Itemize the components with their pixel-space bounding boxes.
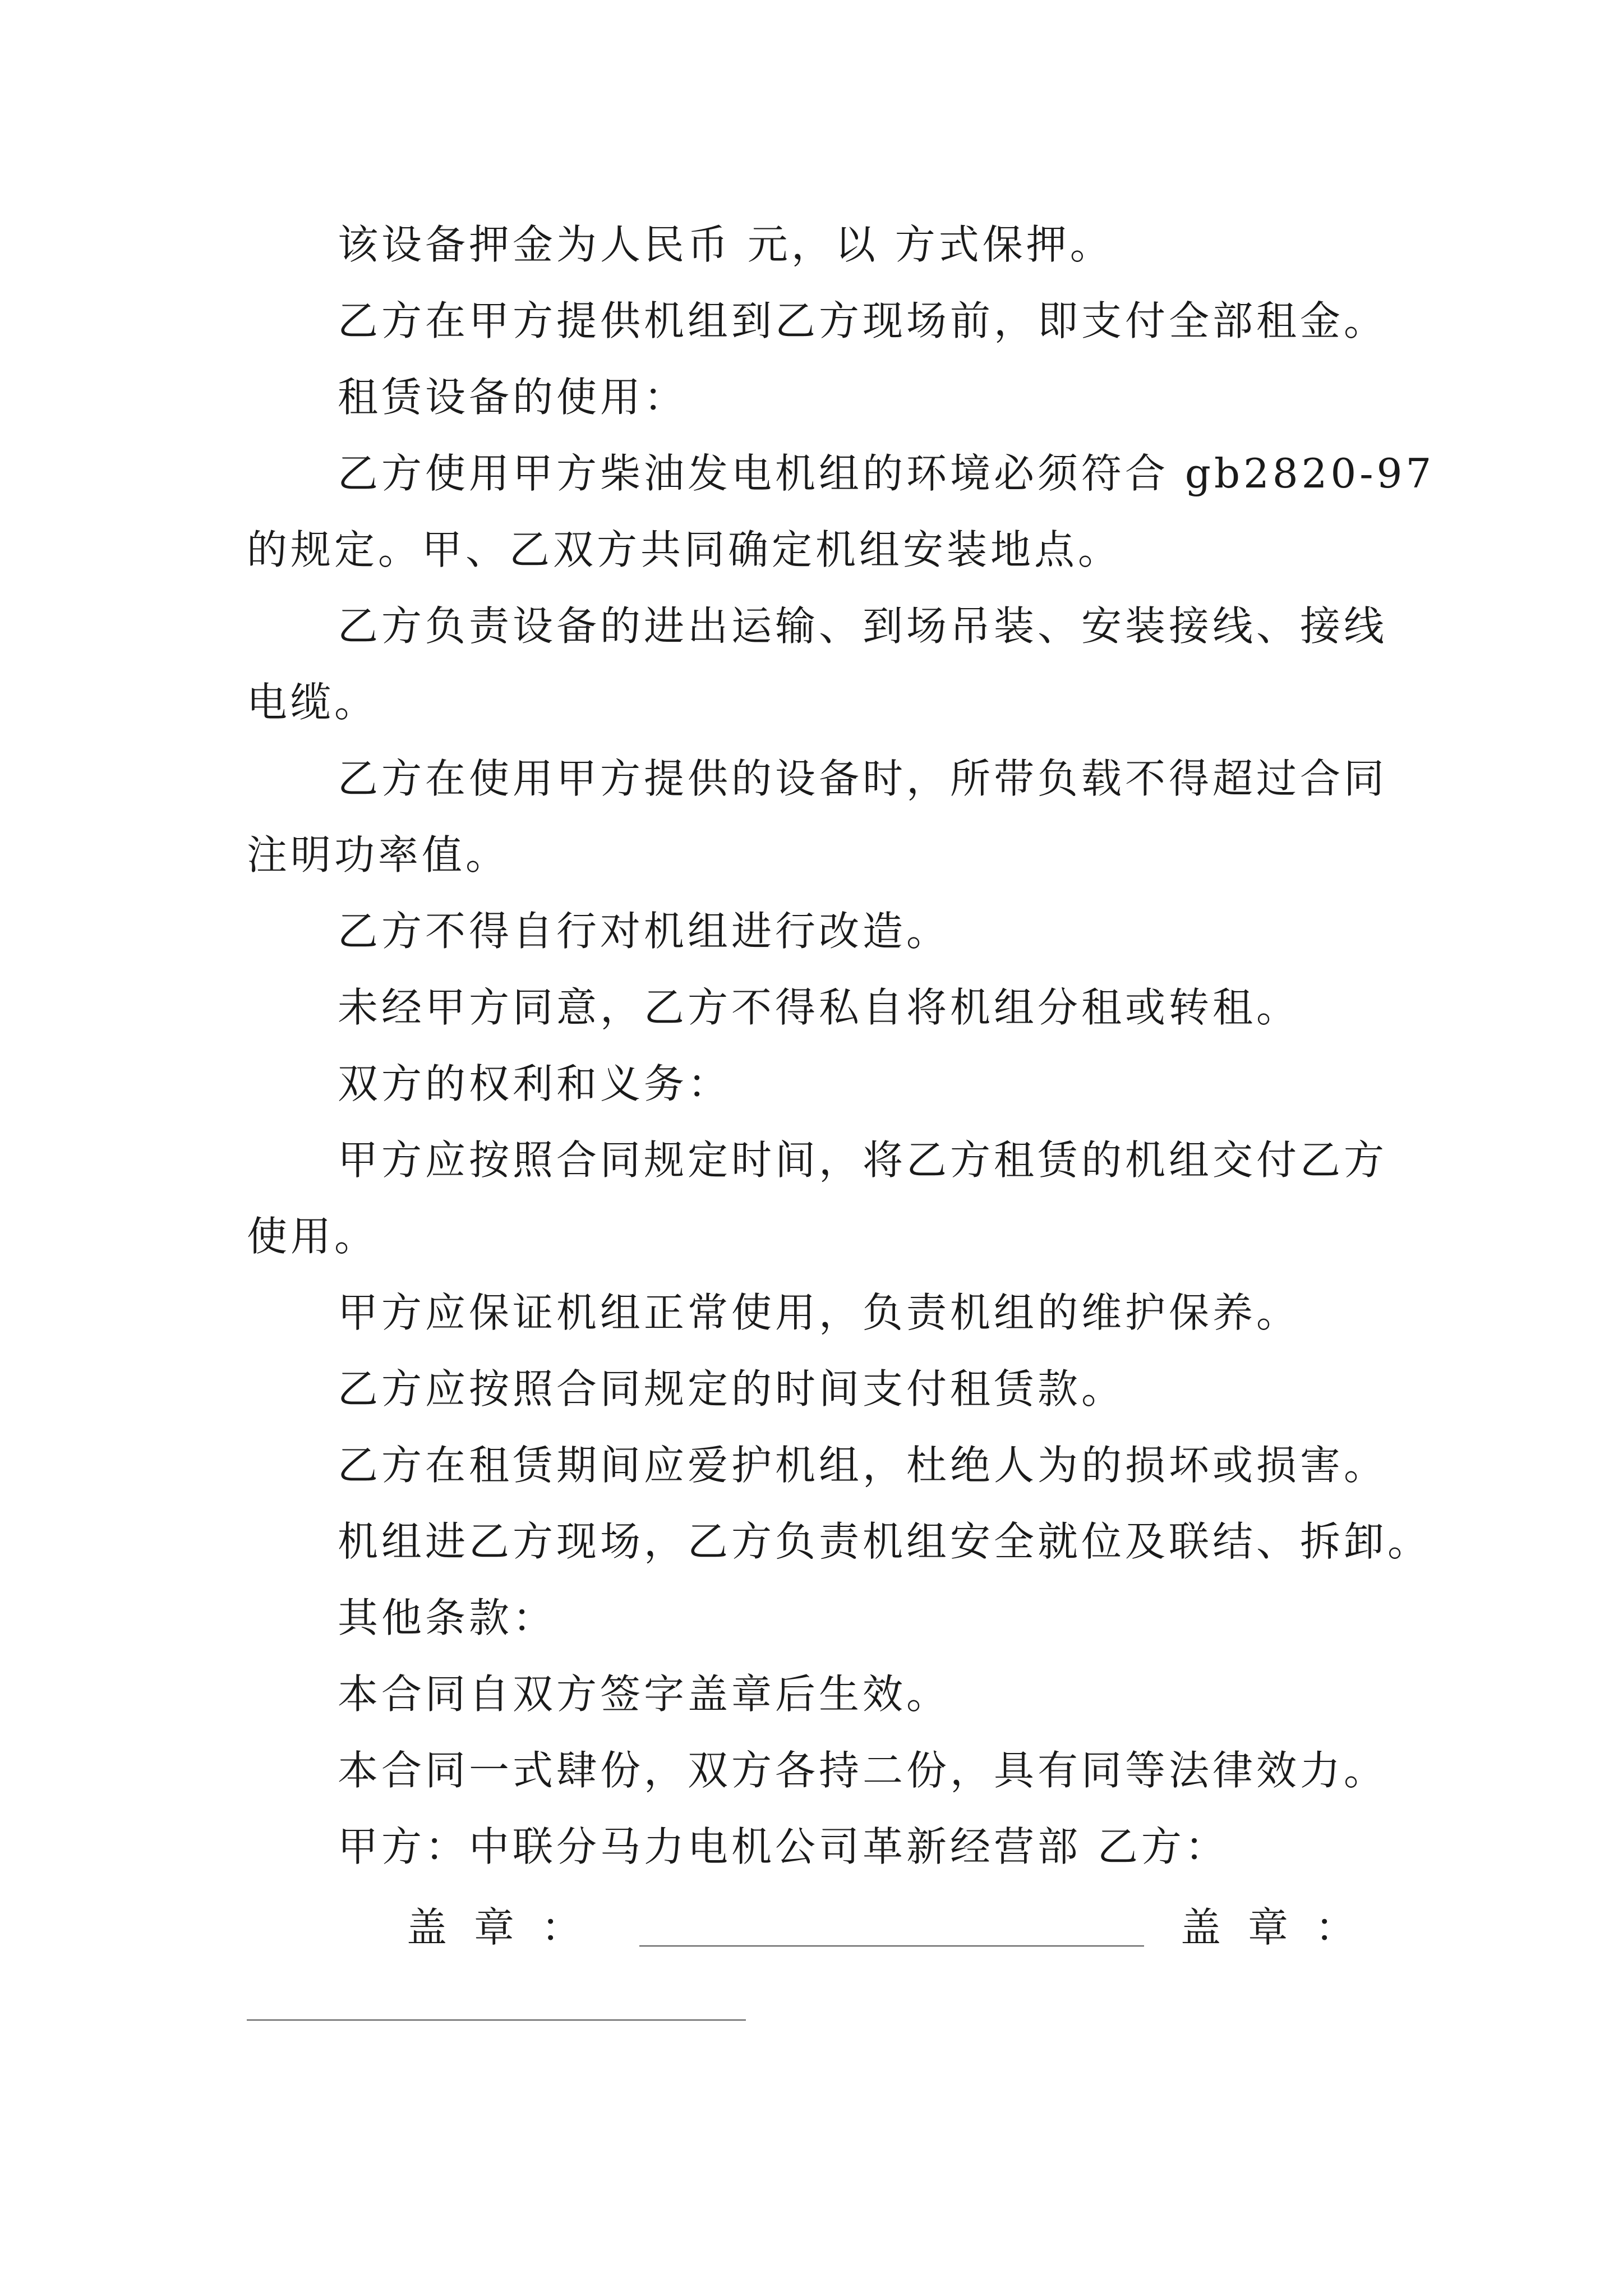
paragraph-environment: 乙方使用甲方柴油发电机组的环境必须符合 gb2820-97 的规定。甲、乙双方共同确定机组安装地点。 xyxy=(247,450,1435,573)
heading-other-terms: 其他条款： xyxy=(338,1594,557,1641)
party-a-seal-underline xyxy=(639,1945,1144,1947)
paragraph-parties: 甲方：中联分马力电机公司革新经营部 乙方： xyxy=(338,1823,1229,1870)
paragraph-effective: 本合同自双方签字盖章后生效。 xyxy=(338,1671,951,1718)
paragraph-copies: 本合同一式肆份，双方各持二份，具有同等法律效力。 xyxy=(338,1747,1388,1794)
paragraph-deposit: 该设备押金为人民币 元，以 方式保押。 xyxy=(338,221,1114,268)
party-a-seal-label: 盖章： xyxy=(407,1904,609,1951)
paragraph-transport: 乙方负责设备的进出运输、到场吊装、安装接线、接线 电缆。 xyxy=(247,602,1388,726)
paragraph-care: 乙方在租赁期间应爱护机组，杜绝人为的损坏或损害。 xyxy=(338,1442,1388,1489)
heading-rights-obligations: 双方的权利和义务： xyxy=(338,1060,732,1107)
paragraph-rent-payment: 乙方应按照合同规定的时间支付租赁款。 xyxy=(338,1365,1126,1412)
paragraph-installation: 机组进乙方现场，乙方负责机组安全就位及联结、拆卸。 xyxy=(338,1518,1432,1565)
paragraph-load: 乙方在使用甲方提供的设备时，所带负载不得超过合同 注明功率值。 xyxy=(247,755,1388,878)
heading-equipment-use: 租赁设备的使用： xyxy=(338,374,688,421)
party-b-seal-label: 盖章： xyxy=(1181,1904,1383,1951)
paragraph-delivery: 甲方应按照合同规定时间，将乙方租赁的机组交付乙方 使用。 xyxy=(247,1137,1388,1260)
signature-block xyxy=(247,1889,1391,1966)
paragraph-no-modification: 乙方不得自行对机组进行改造。 xyxy=(338,908,951,955)
paragraph-payment: 乙方在甲方提供机组到乙方现场前，即支付全部租金。 xyxy=(338,297,1388,344)
paragraph-no-sublease: 未经甲方同意，乙方不得私自将机组分租或转租。 xyxy=(338,984,1301,1031)
paragraph-maintenance: 甲方应保证机组正常使用，负责机组的维护保养。 xyxy=(338,1289,1301,1336)
party-b-seal-underline xyxy=(247,2019,746,2021)
